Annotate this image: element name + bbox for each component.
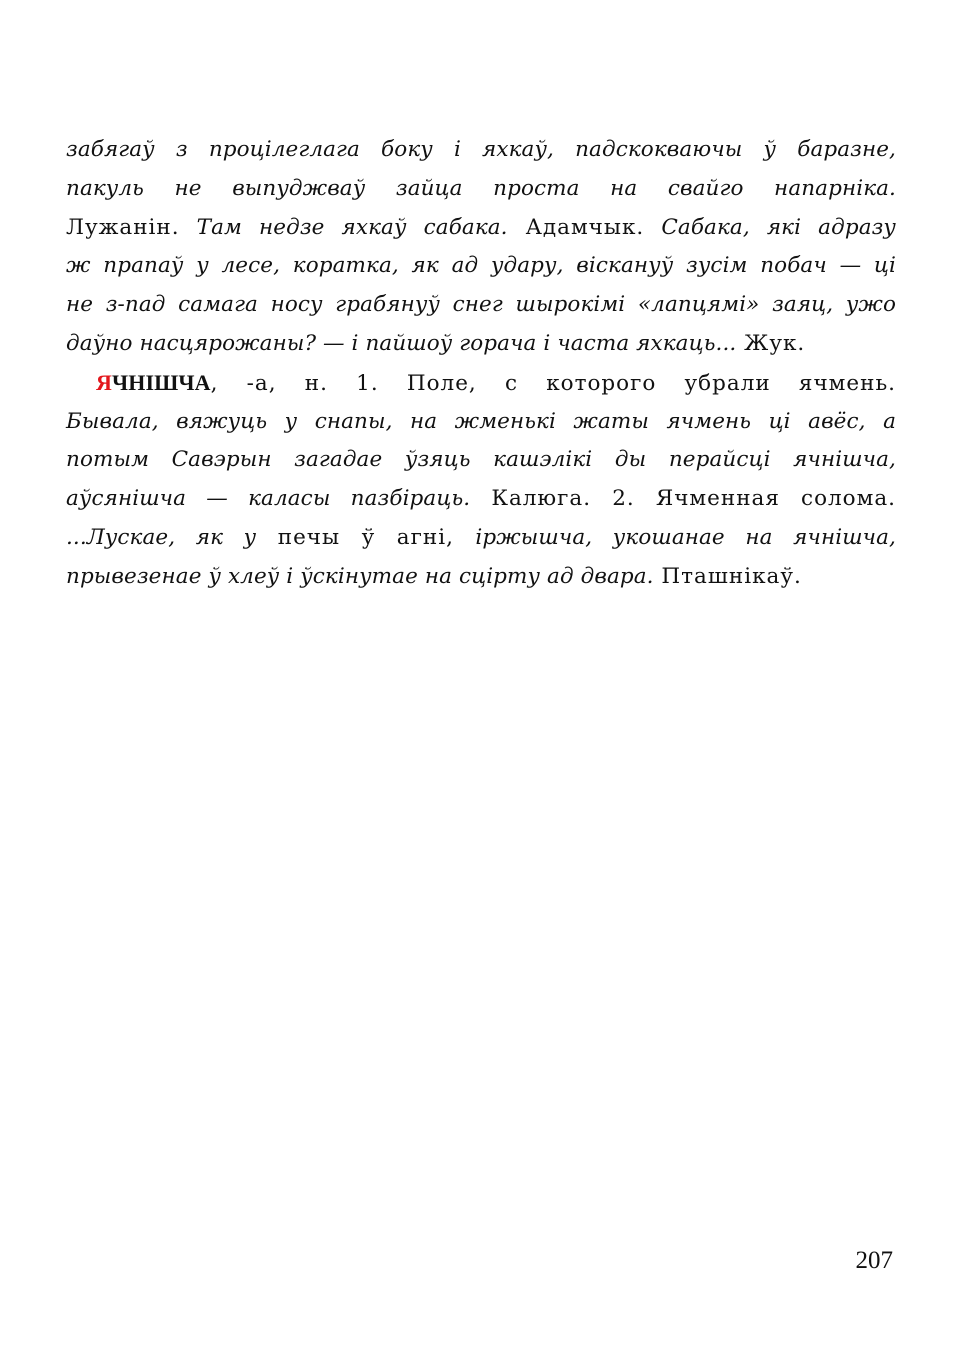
dictionary-page	[66, 131, 896, 597]
continuation-line	[66, 247, 896, 286]
author-or-definition-text: печы ў агні,	[256, 524, 476, 550]
quotation-text: забягаў з процілеглага боку і яхкаў, падскокваючы ў баразне,	[66, 137, 896, 162]
quotation-text: Сабака, які адразу	[644, 214, 897, 240]
entry-line	[66, 480, 896, 519]
continuation-paragraph	[66, 131, 896, 364]
continuation-line	[66, 131, 896, 170]
quotation-text: Бывала, вяжуць у снапы, на жменькі жаты ячмень ці авёс, а	[66, 408, 896, 434]
entry-definition-1: , -а, н. 1. Поле, с которого убрали ячмень.	[210, 370, 896, 396]
quotation-text: Там недзе яхкаў сабака.	[179, 214, 508, 240]
quotation-text: даўно насцярожаны? — і пайшоў горача і часта яхкаць...	[66, 330, 737, 356]
entry-line	[66, 403, 896, 442]
entry-first-line	[66, 364, 896, 403]
quotation-text: потым Савэрын загадае ўзяць кашэлікі ды перайсці ячнішча,	[66, 447, 896, 473]
entry-line	[66, 441, 896, 480]
headword-rest: ЧНІШЧА	[112, 369, 211, 395]
page-number: 207	[855, 1247, 893, 1274]
quotation-text: не з-пад самага носу грабянуў снег шырокімі «лапцямі» заяц, ужо	[66, 292, 896, 318]
continuation-line	[66, 170, 896, 209]
author-or-definition-text: Адамчык.	[507, 214, 645, 240]
headword-initial-letter: Я	[96, 369, 112, 395]
quotation-text: пакуль не выпуджваў зайца проста на свайго напарніка.	[66, 175, 896, 201]
author-or-definition-text: Лужанін.	[66, 214, 180, 240]
continuation-line	[66, 209, 896, 248]
continuation-line	[66, 286, 896, 325]
author-or-definition-text: Жук.	[736, 330, 806, 356]
author-or-definition-text: Пташнікаў.	[653, 563, 802, 589]
quotation-text: ж прапаў у лесе, коратка, як ад удару, віскануў зусім побач — ці	[66, 253, 896, 279]
quotation-text: прывезенае ў хлеў і ўскінутае на сцірту ад двара.	[66, 563, 654, 589]
headword	[96, 370, 211, 395]
continuation-line	[66, 325, 896, 364]
quotation-text: аўсянішча — каласы пазбіраць.	[66, 486, 471, 512]
entry-line	[66, 558, 896, 597]
quotation-text: іржышча, укошанае на ячнішча,	[475, 524, 896, 550]
quotation-text: ...Лускае, як у	[66, 524, 257, 550]
dictionary-entry-yachnishcha	[66, 364, 896, 597]
entry-line	[66, 519, 896, 558]
author-or-definition-text: Калюга. 2. Ячменная солома.	[470, 486, 896, 512]
